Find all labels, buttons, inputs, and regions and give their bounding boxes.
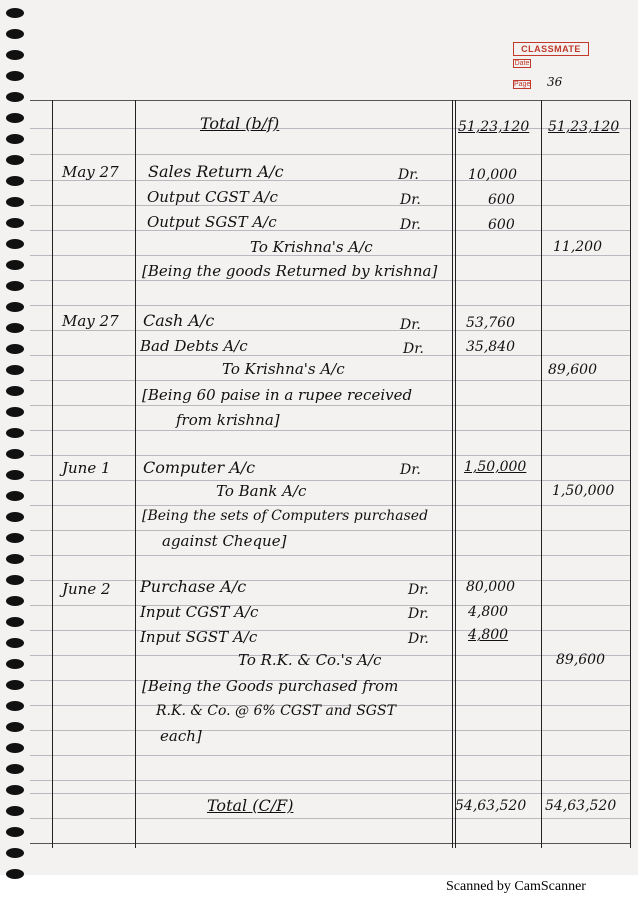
ruled-line	[30, 505, 630, 506]
spiral-ring	[6, 8, 24, 18]
total-bf-label: Total (b/f)	[200, 114, 280, 133]
entry3-to: To Bank A/c	[216, 482, 307, 500]
entry3-date: June 1	[62, 459, 111, 477]
entry2-line2-amount: 35,840	[466, 339, 515, 355]
entry4-to-amount: 89,600	[556, 652, 605, 668]
spiral-ring	[6, 134, 24, 144]
ruled-line	[30, 154, 630, 155]
ruled-line	[30, 380, 630, 381]
spiral-ring	[6, 218, 24, 228]
date-row	[513, 59, 589, 71]
entry1-line1-amount: 10,000	[468, 167, 517, 183]
spiral-ring	[6, 785, 24, 795]
ruled-line	[30, 355, 630, 356]
spiral-ring	[6, 365, 24, 375]
spiral-ring	[6, 617, 24, 627]
ruled-line	[30, 530, 630, 531]
entry4-line2-amount: 4,800	[468, 604, 509, 620]
ruled-line	[30, 100, 630, 101]
spiral-ring	[6, 722, 24, 732]
entry4-narration-2: R.K. & Co. @ 6% CGST and SGST	[156, 703, 396, 719]
spiral-ring	[6, 575, 24, 585]
spiral-ring	[6, 50, 24, 60]
spiral-ring	[6, 92, 24, 102]
entry1-to: To Krishna's A/c	[250, 238, 373, 256]
entry1-to-amount: 11,200	[553, 239, 602, 255]
spiral-ring	[6, 470, 24, 480]
spiral-ring	[6, 449, 24, 459]
entry1-narration: [Being the goods Returned by krishna]	[142, 262, 438, 280]
spiral-ring	[6, 386, 24, 396]
entry2-to: To Krishna's A/c	[222, 360, 345, 378]
brand-name: CLASSMATE	[513, 42, 589, 56]
entry4-narration-3: each]	[160, 727, 202, 745]
ruled-line	[30, 405, 630, 406]
page-row	[513, 73, 589, 89]
total-cf-credit: 54,63,520	[545, 798, 617, 814]
entry4-date: June 2	[62, 580, 111, 598]
entry3-narration-1: [Being the sets of Computers purchased	[142, 508, 429, 524]
entry2-narration-2: from krishna]	[176, 411, 280, 429]
total-cf-debit: 54,63,520	[455, 798, 527, 814]
ruled-line	[30, 480, 630, 481]
total-cf-label: Total (C/F)	[207, 796, 294, 815]
ruled-line	[30, 843, 630, 844]
spiral-ring	[6, 533, 24, 543]
spiral-ring	[6, 323, 24, 333]
ruled-line	[30, 205, 630, 206]
entry3-line1: Computer A/c	[143, 458, 256, 477]
entry2-line2: Bad Debts A/c	[140, 337, 248, 355]
spiral-ring	[6, 869, 24, 879]
date-column-line	[135, 100, 136, 848]
entry4-line1-dr: Dr.	[408, 582, 429, 598]
spiral-ring	[6, 155, 24, 165]
spiral-ring	[6, 281, 24, 291]
particulars-column-line-2	[455, 100, 456, 848]
entry3-narration-2: against Cheque]	[162, 532, 287, 550]
ruled-line	[30, 430, 630, 431]
date-label: Date	[514, 60, 530, 67]
spiral-ring	[6, 848, 24, 858]
margin-line	[52, 100, 53, 848]
ruled-line	[30, 180, 630, 181]
entry1-line1-dr: Dr.	[398, 167, 419, 183]
entry1-line1: Sales Return A/c	[148, 162, 284, 181]
ruled-line	[30, 605, 630, 606]
ruled-line	[30, 730, 630, 731]
entry4-narration-1: [Being the Goods purchased from	[142, 677, 399, 695]
spiral-ring	[6, 743, 24, 753]
entry2-line1: Cash A/c	[143, 311, 215, 330]
spiral-ring	[6, 239, 24, 249]
ruled-line	[30, 780, 630, 781]
entry1-line3-amount: 600	[488, 217, 515, 233]
entry4-line3-dr: Dr.	[408, 631, 429, 647]
ruled-line	[30, 330, 630, 331]
ruled-line	[30, 455, 630, 456]
entry3-line1-dr: Dr.	[400, 462, 421, 478]
credit-column-line	[630, 100, 631, 848]
page-label: Page	[514, 81, 531, 88]
debit-column-line	[541, 100, 542, 848]
ruled-line	[30, 755, 630, 756]
spiral-ring	[6, 29, 24, 39]
ruled-line	[30, 793, 630, 794]
entry4-to: To R.K. & Co.'s A/c	[238, 651, 382, 669]
ruled-line	[30, 230, 630, 231]
spiral-ring	[6, 806, 24, 816]
spiral-ring	[6, 197, 24, 207]
spiral-ring	[6, 659, 24, 669]
spiral-ring	[6, 764, 24, 774]
entry3-to-amount: 1,50,000	[552, 483, 615, 499]
entry2-date: May 27	[62, 312, 119, 330]
entry1-line3-dr: Dr.	[400, 217, 421, 233]
entry4-line1-amount: 80,000	[466, 579, 515, 595]
entry1-line2: Output CGST A/c	[147, 188, 278, 206]
entry2-line1-amount: 53,760	[466, 315, 515, 331]
spiral-ring	[6, 302, 24, 312]
entry4-line1: Purchase A/c	[140, 577, 247, 596]
spiral-ring	[6, 554, 24, 564]
entry3-line1-amount: 1,50,000	[464, 459, 527, 475]
spiral-ring	[6, 344, 24, 354]
entry2-line2-dr: Dr.	[403, 341, 424, 357]
total-bf-credit: 51,23,120	[548, 119, 620, 135]
entry4-line3: Input SGST A/c	[140, 628, 258, 646]
ruled-line	[30, 128, 630, 129]
total-bf-debit: 51,23,120	[458, 119, 530, 135]
spiral-ring	[6, 407, 24, 417]
spiral-ring	[6, 113, 24, 123]
entry1-date: May 27	[62, 163, 119, 181]
entry4-line2-dr: Dr.	[408, 606, 429, 622]
spiral-ring	[6, 491, 24, 501]
spiral-ring	[6, 680, 24, 690]
classmate-logo	[513, 42, 589, 88]
scanner-watermark: Scanned by CamScanner	[446, 879, 586, 894]
entry2-to-amount: 89,600	[548, 362, 597, 378]
page-number: 36	[546, 75, 563, 89]
ruled-line	[30, 280, 630, 281]
ruled-line	[30, 555, 630, 556]
spiral-ring	[6, 827, 24, 837]
entry4-line2: Input CGST A/c	[140, 603, 259, 621]
spiral-ring	[6, 701, 24, 711]
ruled-line	[30, 818, 630, 819]
entry1-line2-amount: 600	[488, 192, 515, 208]
ruled-line	[30, 305, 630, 306]
spiral-ring	[6, 638, 24, 648]
entry1-line3: Output SGST A/c	[147, 213, 277, 231]
entry4-line3-amount: 4,800	[468, 627, 509, 643]
spiral-ring	[6, 428, 24, 438]
entry2-narration-1: [Being 60 paise in a rupee received	[142, 386, 413, 404]
entry1-line2-dr: Dr.	[400, 192, 421, 208]
spiral-ring	[6, 596, 24, 606]
spiral-ring	[6, 176, 24, 186]
entry2-line1-dr: Dr.	[400, 317, 421, 333]
particulars-column-line	[452, 100, 453, 848]
ruled-line	[30, 580, 630, 581]
spiral-ring	[6, 71, 24, 81]
spiral-ring	[6, 512, 24, 522]
spiral-ring	[6, 260, 24, 270]
ruled-line	[30, 630, 630, 631]
